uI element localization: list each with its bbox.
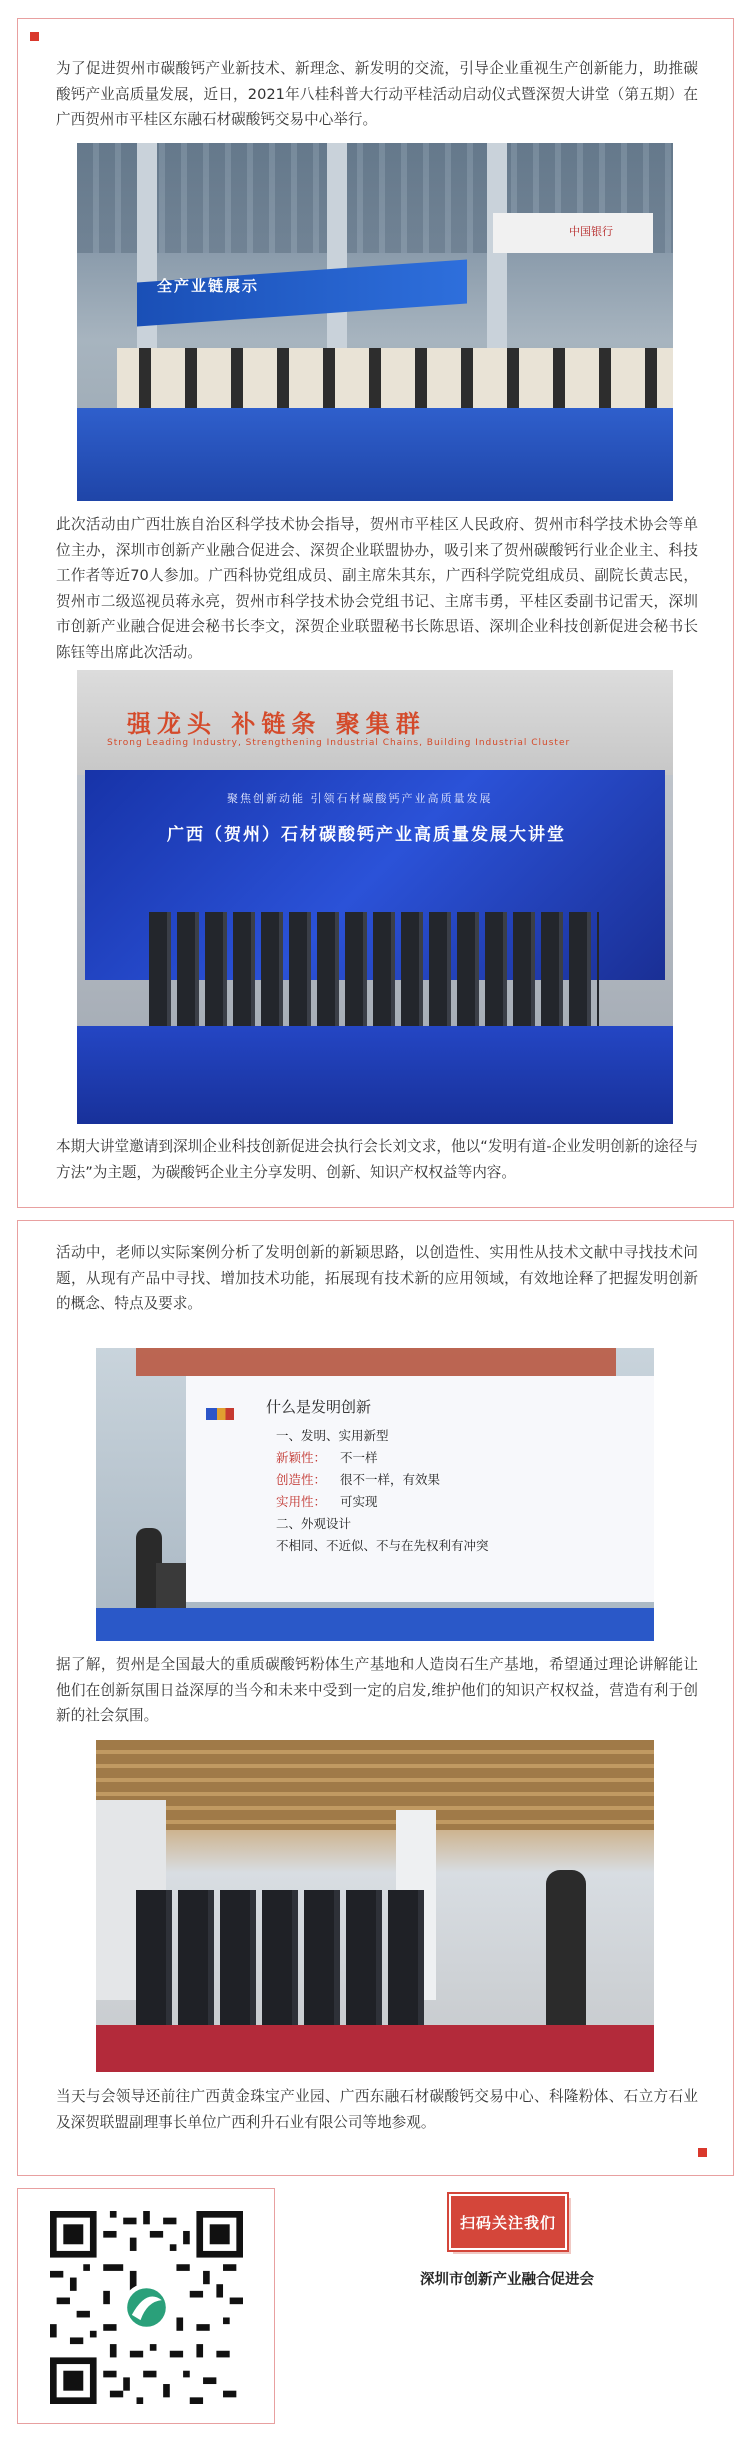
screen-title-text: 广西（贺州）石材碳酸钙产业高质量发展大讲堂: [167, 825, 566, 845]
section-marker-bottom: [698, 2148, 707, 2157]
stage-subline: Strong Leading Industry, Strengthening Industrial Chains, Building Industrial Cluster: [107, 738, 571, 748]
photo-stage-group: [77, 670, 673, 1124]
slide-text-practicality: 可实现: [340, 1494, 378, 1509]
method-paragraph: 活动中，老师以实际案例分析了发明创新的新颖思路，以创造性、实用性从技术文献中寻找技术问题，从现有产品中寻找、增加技术功能，拓展现有技术新的应用领域，有效地诠释了把握发明创新的概念、特点及要求。: [56, 1244, 698, 1312]
base-paragraph: 据了解，贺州是全国最大的重质碳酸钙粉体生产基地和人造岗石生产基地，希望通过理论讲解能让他们在创新氛围日益深厚的当今和未来中受到一定的启发,维护他们的知识产权权益，营造有利于创新的社会氛围。: [56, 1656, 698, 1724]
section-marker-top: [30, 32, 39, 41]
organization-name: 深圳市创新产业融合促进会: [420, 2272, 594, 2288]
slide-line-1: 一、发明、实用新型: [276, 1428, 389, 1443]
visit-paragraph: 当天与会领导还前往广西黄金珠宝产业园、广西东融石材碳酸钙交易中心、科隆粉体、石立方石业及深贺联盟副理事长单位广西利升石业有限公司等地参观。: [56, 2088, 698, 2131]
slide-line-5: 二、外观设计: [276, 1516, 352, 1531]
bank-sign: 中国银行: [569, 225, 613, 238]
follow-us-button[interactable]: 扫码关注我们: [449, 2194, 567, 2250]
screen-top-text: 聚焦创新动能 引领石材碳酸钙产业高质量发展: [227, 792, 493, 805]
slide-label-novelty: 新颖性：: [276, 1450, 327, 1465]
attendance-paragraph: 此次活动由广西壮族自治区科学技术协会指导，贺州市平桂区人民政府、贺州市科学技术协会等单位主办，深圳市创新产业融合促进会、深贺企业联盟协办，吸引来了贺州碳酸钙行业企业主、科技工作者等近70人参加。广西科协党组成员、副主席朱其东，广西科学院党组成员、副院长黄志民，贺州市二级巡视员蒋永亮，贺州市科学技术协会党组书记、主席韦勇，平桂区委副书记雷天，深圳市创新产业融合促进会秘书长李文，深贺企业联盟秘书长陈思语、深圳企业科技创新促进会秘书长陈钰等出席此次活动。: [56, 516, 698, 661]
photo-presentation: [96, 1348, 654, 1641]
slide-title: 什么是发明创新: [266, 1398, 372, 1416]
slide-line-6: 不相同、不近似、不与在先权利有冲突: [276, 1538, 489, 1553]
slide-text-creativity: 很不一样，有效果: [340, 1472, 441, 1487]
slide-label-practicality: 实用性：: [276, 1494, 327, 1509]
banner-text: 全产业链展示: [157, 277, 260, 295]
stage-headline: 强龙头 补链条 聚集群: [127, 710, 426, 738]
photo-site-visit: [96, 1740, 654, 2072]
qr-code-icon: [50, 2211, 243, 2404]
slide-label-creativity: 创造性：: [276, 1472, 327, 1487]
slide-text-novelty: 不一样: [340, 1450, 378, 1465]
qr-code-card: [17, 2188, 275, 2424]
photo-audience-hall: [77, 143, 673, 501]
intro-paragraph: 为了促进贺州市碳酸钙产业新技术、新理念、新发明的交流，引导企业重视生产创新能力，助推碳酸钙产业高质量发展，近日，2021年八桂科普大行动平桂活动启动仪式暨深贺大讲堂（第五期）在广西贺州市平桂区东融石材碳酸钙交易中心举行。: [56, 60, 698, 128]
lecture-paragraph: 本期大讲堂邀请到深圳企业科技创新促进会执行会长刘文求，他以“发明有道-企业发明创新的途径与方法”为主题，为碳酸钙企业主分享发明、创新、知识产权权益等内容。: [56, 1138, 698, 1181]
